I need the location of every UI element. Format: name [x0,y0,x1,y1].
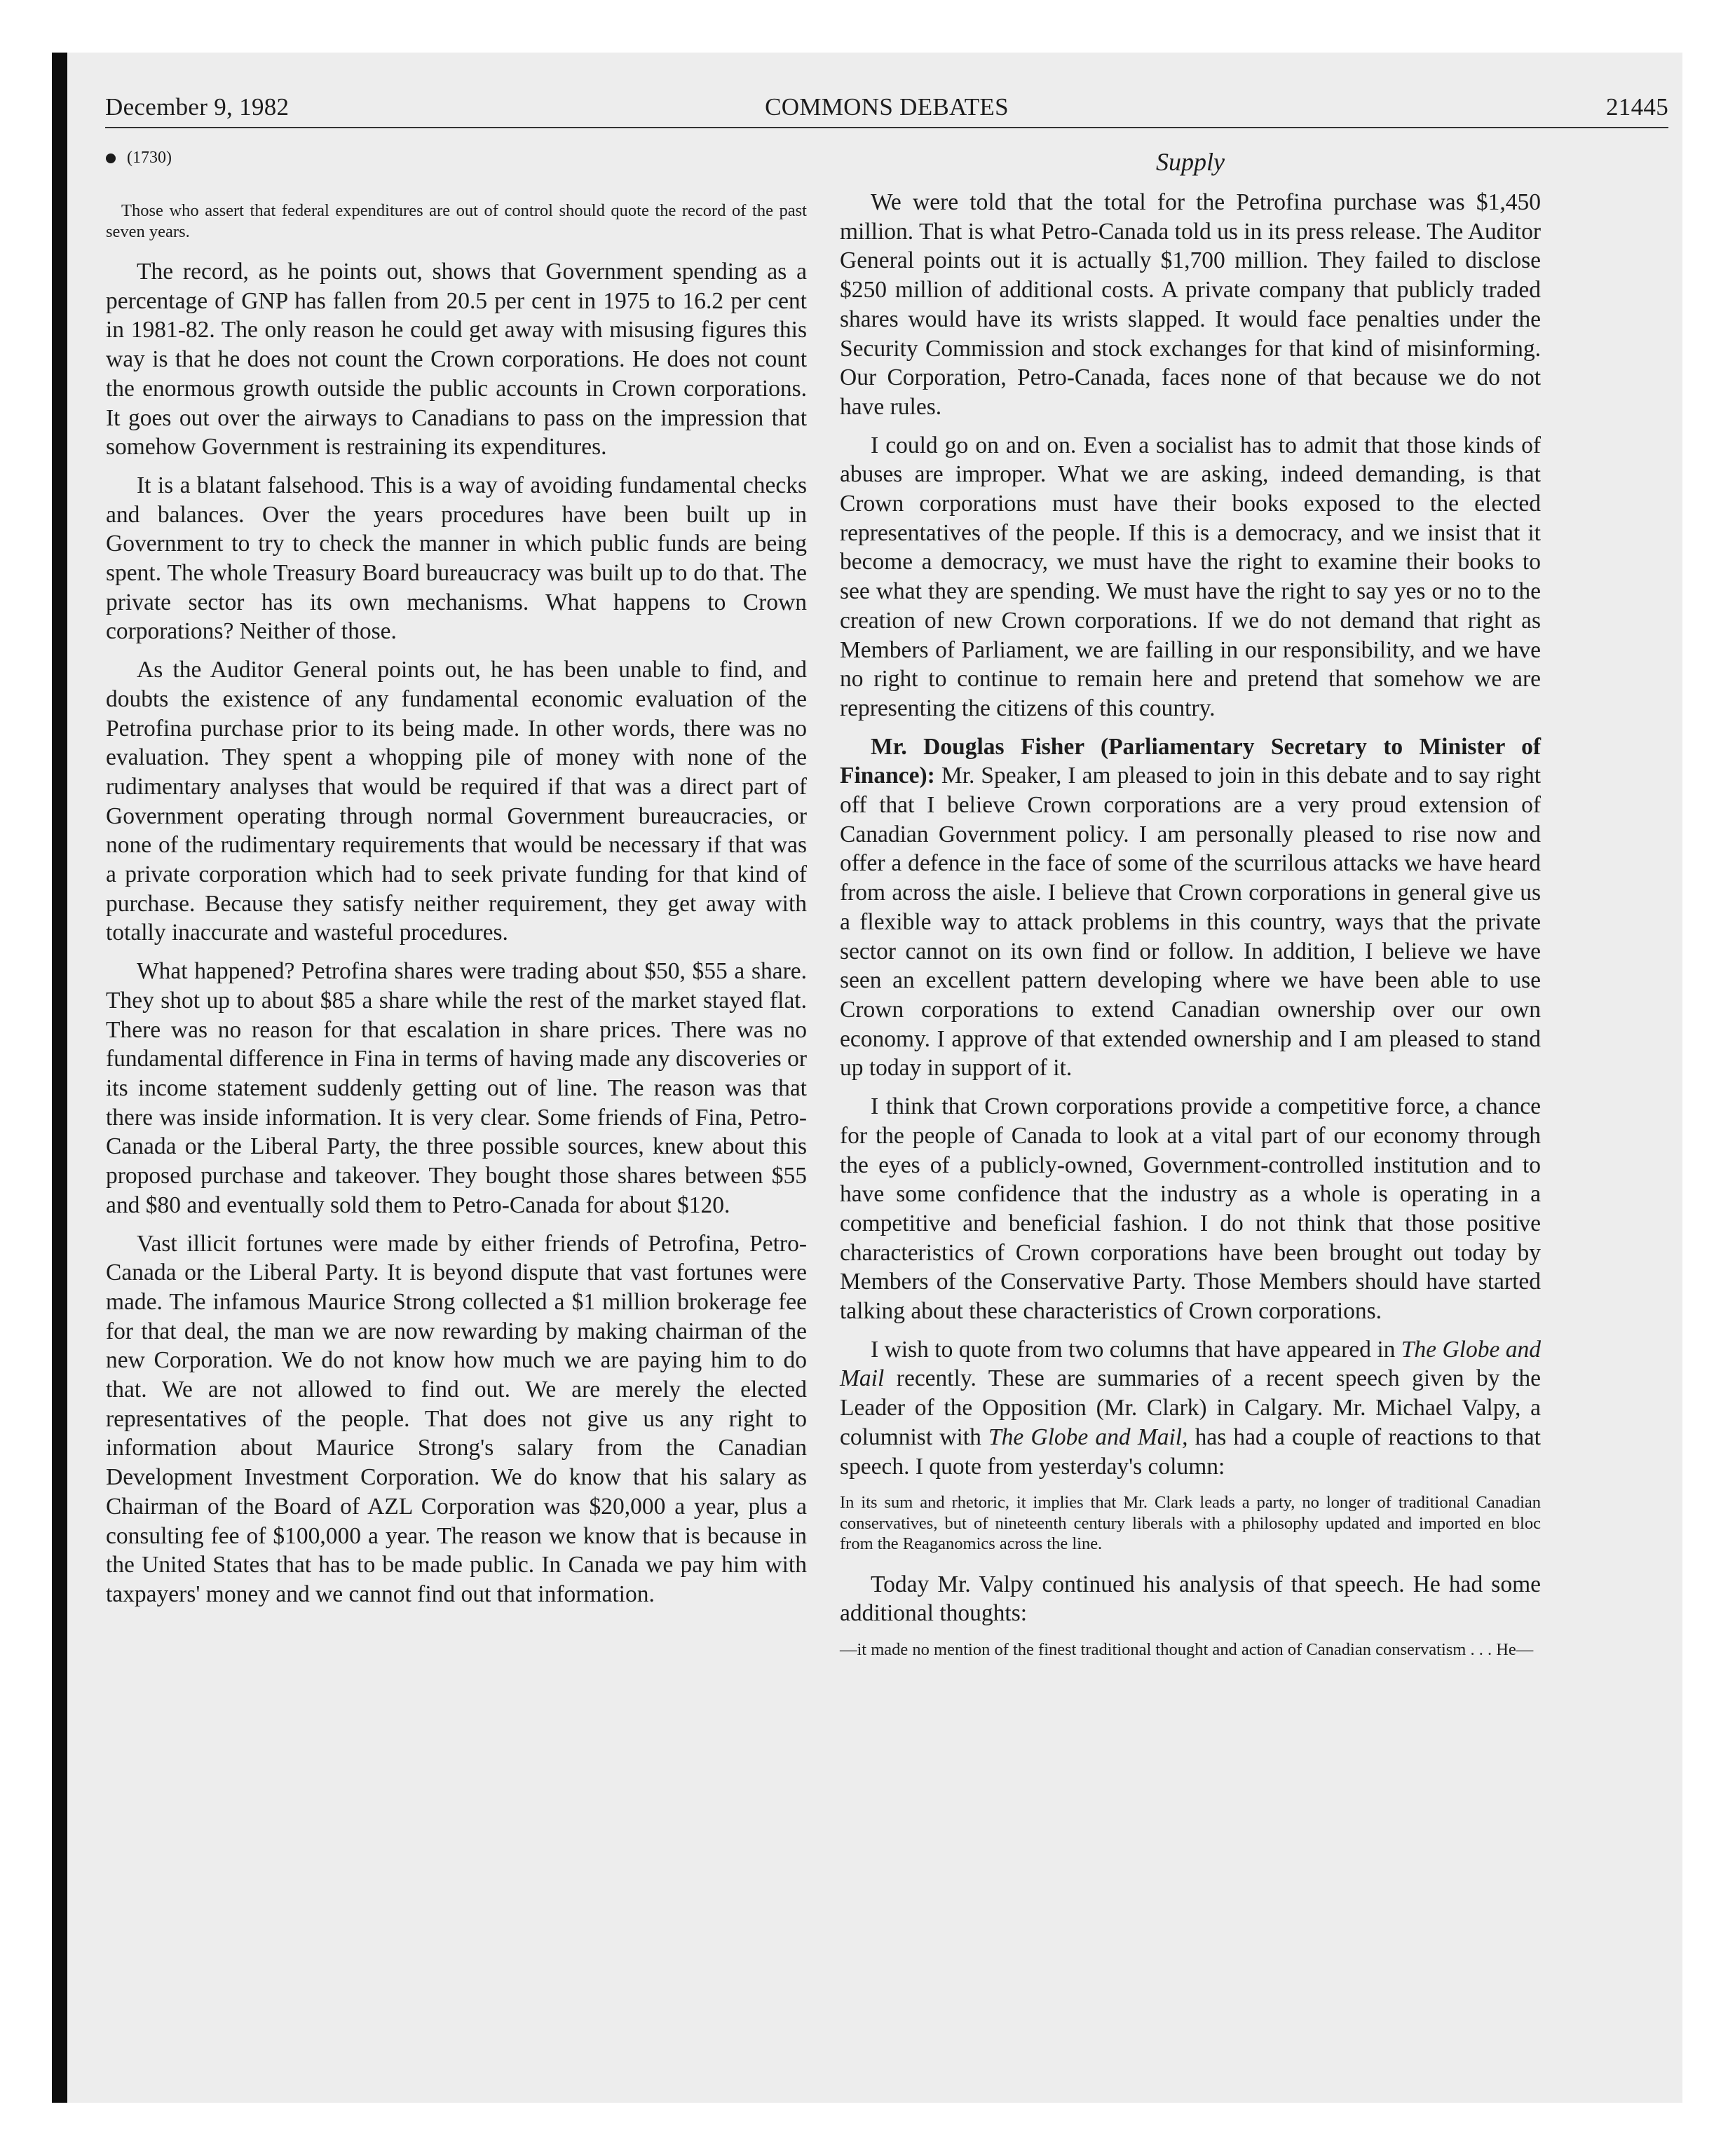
paragraph [840,1335,1541,1482]
paragraph: Today Mr. Valpy continued his analysis of that speech. He had some additional thoughts: [840,1571,1541,1627]
paragraph-text: has had a couple of reactions to that speech. I quote from yesterday's column: [840,1424,1541,1480]
paragraph-text: I wish to quote from two columns that have appeared in [871,1336,1401,1363]
paragraph-text: recently. These are summaries of a recent speech given by the Leader of the Opposition (Mr. Clark) in Calgary. Mr. Michael Valpy, a columnist with [840,1365,1541,1450]
page-header [105,93,1668,128]
speaker-paragraph [840,732,1541,1083]
paragraph: It is a blatant falsehood. This is a way of avoiding fundamental checks and balances. Over the years procedures have been built up in Government to try to check the manner in which public funds are being spent. The whole Treasury Board bureaucracy was built up to do that. The private sector has its own mechanisms. What happens to Crown corporations? Neither of those. [106,472,807,645]
bullet-icon [106,153,116,163]
block-quote: In its sum and rhetoric, it implies that Mr. Clark leads a party, no longer of traditional Canadian conservatives, but of nineteenth century liberals with a philosophy updated and imported en bloc from the Reaganomics across the line. [840,1493,1541,1554]
header-title: COMMONS DEBATES [765,93,1009,121]
paragraph: What happened? Petrofina shares were trading about $50, $55 a share. They shot up to about $85 a share while the rest of the market stayed flat. There was no reason for that escalation in share prices. There was no fundamental difference in Fina in terms of having made any discoveries or its income statement suddenly getting out of line. The reason was that there was inside information. It is very clear. Some friends of Fina, Petro-Canada or the Liberal Party, the three possible sources, knew about this proposed purchase and takeover. They bought those shares between $55 and $80 and eventually sold them to Petro-Canada for about $120. [106,958,807,1218]
newspaper-title: The Globe and Mail, [988,1424,1188,1450]
left-column [106,147,807,1618]
paragraph: The record, as he points out, shows that Government spending as a percentage of GNP has fallen from 20.5 per cent in 1975 to 16.2 per cent in 1981-82. The only reason he could get away with misusing figures this way is that he does not count the Crown corporations. He does not count the enormous growth outside the public accounts in Crown corporations. It goes out over the airways to Canadians to pass on the impression that somehow Government is restraining its expenditures. [106,259,807,460]
paragraph: We were told that the total for the Petrofina purchase was $1,450 million. That is what Petro-Canada told us in its press release. The Auditor General points out it is actually $1,700 million. They failed to disclose $250 million of additional costs. A private company that publicly traded shares would have its wrists slapped. It would face penalties under the Security Commission and stock exchanges for that kind of misinforming. Our Corporation, Petro-Canada, faces none of that because we do not have rules. [840,189,1541,420]
paragraph: I could go on and on. Even a socialist has to admit that those kinds of abuses are improper. What we are asking, indeed demanding, is that Crown corporations must have their books exposed to the elected representatives of the people. If this is a democracy, and we insist that it become a democracy, we must have the right to examine their books to see what they are spending. We must have the right to say yes or no to the creation of new Crown corporations. If we do not demand that right as Members of Parliament, we are failling in our responsibility, and we have no right to continue to remain here and pretend that somehow we are representing the citizens of this country. [840,432,1541,721]
header-page-number: 21445 [1606,93,1668,121]
paragraph: Vast illicit fortunes were made by either friends of Petrofina, Petro-Canada or the Liberal Party. It is beyond dispute that vast fortunes were made. The infamous Maurice Strong collected a $1 million brokerage fee for that deal, the man we are now rewarding by making chairman of the new Corporation. We do not know how much we are paying him to do that. We are not allowed to find out. We are merely the elected representatives of the people. That does not give us any right to information about Maurice Strong's salary from the Canadian Development Investment Corporation. We do know that his salary as Chairman of the Board of AZL Corporation was $20,000 a year, plus a consulting fee of $100,000 a year. The reason we know that is because in the United States that has to be made public. In Canada we pay him with taxpayers' money and we cannot find out that information. [106,1230,807,1607]
time-marker [106,147,807,168]
speaker-text: Mr. Speaker, I am pleased to join in this debate and to say right off that I believe Crown corporations are a very proud extension of Canadian Government policy. I am personally pleased to rise now and offer a defence in the face of some of the scurrilous attacks we have heard from across the aisle. I believe that Crown corporations in general give us a flexible way to attack problems in this country, ways that the private sector cannot on its own find or follow. In addition, I believe we have seen an excellent pattern developing where we have been able to use Crown corporations to extend Canadian ownership over our own economy. I approve of that extended ownership and I am pleased to stand up today in support of it. [840,763,1541,1082]
time-marker-label: (1730) [127,149,172,167]
paragraph: I think that Crown corporations provide a competitive force, a chance for the people of Canada to look at a vital part of our economy through the eyes of a publicly-owned, Government-controlled institution and to have some confidence that the industry as a whole is operating in a competitive and beneficial fashion. I do not think that those positive characteristics of Crown corporations have been brought out today by Members of the Conservative Party. Those Members should have started talking about these characteristics of Crown corporations. [840,1093,1541,1325]
right-column [840,147,1541,1676]
page-spine-edge [52,53,67,2103]
header-date: December 9, 1982 [105,93,290,121]
block-quote: —it made no mention of the finest traditional thought and action of Canadian conservatism . . . He— [840,1640,1534,1660]
speaker-name: Mr. Douglas Fisher (Parliamentary Secretary to Minister of Finance): [840,733,1541,789]
section-title: Supply [1156,148,1225,176]
block-quote: Those who assert that federal expenditures are out of control should quote the record of the past seven years. [106,201,807,241]
newspaper-title: The Globe and Mail [840,1336,1541,1392]
paragraph: As the Auditor General points out, he has been unable to find, and doubts the existence of any fundamental economic evaluation of the Petrofina purchase prior to its being made. In other words, there was no evaluation. They spent a whopping pile of money with none of the rudimentary analyses that would be required if that was a direct part of Government operating through normal Government bureaucracies, or none of the rudimentary requirements that would be necessary if that was a private corporation which had to seek private funding for that kind of purchase. Because they satisfy neither requirement, they get away with totally inaccurate and wasteful procedures. [106,657,807,946]
